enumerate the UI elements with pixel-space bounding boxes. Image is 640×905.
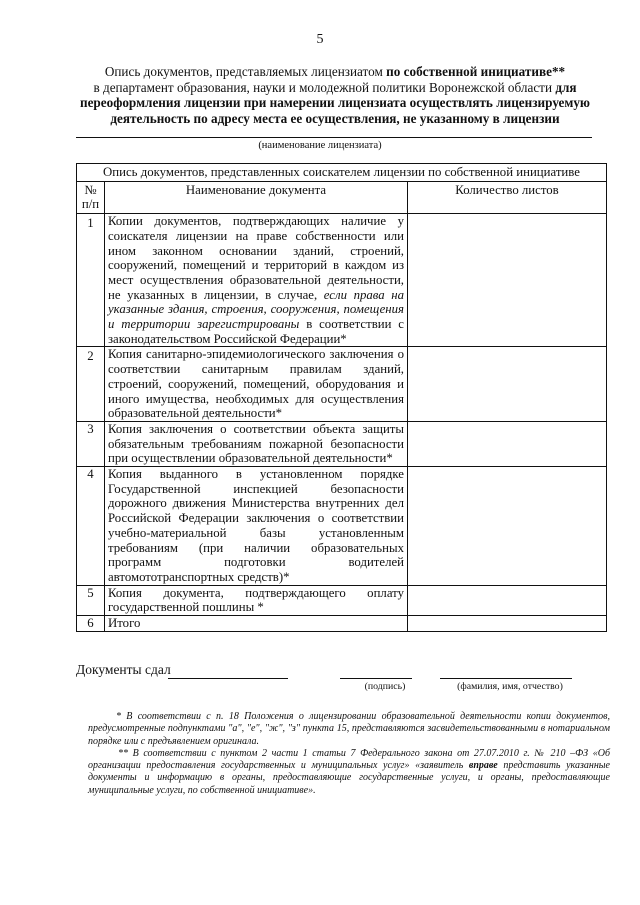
header-line-4	[60, 111, 610, 127]
table-row	[77, 467, 607, 586]
header-line-1-text: Опись документов, представляемых лицензиатом	[104, 64, 387, 79]
row-number: 2	[77, 347, 105, 422]
row-text: Копии документов, подтверждающих наличие у соискателя лицензии на праве собственности или ином законном основании зданий, строений, сооружений, помещений и территорий в каждом из мест осуществления образовательной деятельности, не указанных в лицензии, в случае,	[108, 214, 404, 302]
row-sheet-count[interactable]	[408, 421, 607, 466]
footnote-2	[88, 748, 610, 797]
full-name-line[interactable]	[440, 678, 572, 679]
signature-caption: (подпись)	[364, 681, 406, 692]
row-sheet-count[interactable]	[408, 467, 607, 586]
row-document-name: Копия выданного в установленном порядке Государственной инспекцией безопасности дорожного движения Министерства внутренних дел Российской Федерации заключения о соответствии учебно-материальной базы установленным требованиям (при наличии образовательных программ подготовки водителей автомототранспортных средств)*	[105, 467, 408, 586]
table-title-row	[77, 164, 607, 182]
row-number: 5	[77, 585, 105, 615]
footnote-1: * В соответствии с п. 18 Положения о лицензировании образовательной деятельности копии документов, предусмотренные подпунктами "а", "е", "ж", "з" пункта 15, представляются засвидетельствованными в нотариальном порядке или с предъявлением оригинала.	[88, 711, 610, 747]
header-number: № п/п	[77, 181, 105, 213]
row-document-name: Итого	[105, 616, 408, 632]
row-document-name: Копия заключения о соответствии объекта защиты обязательным требованиям пожарной безопасности при осуществлении образовательной деятельности*	[105, 421, 408, 466]
header-line-2	[60, 80, 610, 96]
row-text-italic: если права на указанные здания, строения, сооружения, помещения и территории зарегистрированы	[108, 287, 404, 332]
document-header	[60, 64, 610, 126]
row-number: 3	[77, 421, 105, 466]
footnote-2-text: представить указанные документы и информацию в органы, предоставляющие государственные услуги, и органы, предоставляющие муниципальные услуги, по собственной инициативе».	[88, 760, 610, 796]
header-sheet-count: Количество листов	[408, 181, 607, 213]
header-line-2-text: в департамент образования, науки и молодежной политики Воронежской области	[93, 79, 556, 95]
licensee-name-caption: (наименование лицензиата)	[258, 140, 382, 151]
row-sheet-count[interactable]	[408, 616, 607, 632]
signature-line[interactable]	[340, 678, 412, 679]
row-sheet-count[interactable]	[408, 347, 607, 422]
row-sheet-count[interactable]	[408, 214, 607, 347]
submitted-by-label: Документы сдал	[76, 662, 171, 677]
header-line-1-bold: по собственной инициативе**	[386, 64, 566, 79]
table-row	[77, 347, 607, 422]
full-name-caption: (фамилия, имя, отчество)	[457, 681, 563, 692]
row-number: 1	[77, 214, 105, 347]
row-document-name: Копия документа, подтверждающего оплату государственной пошлины *	[105, 585, 408, 615]
header-line-2-bold: для	[555, 79, 577, 95]
documents-inventory-table	[76, 163, 607, 632]
footnote-2-bold: вправе	[468, 760, 498, 772]
table-row	[77, 421, 607, 466]
header-line-4-bold: деятельность по адресу места ее осуществления, не указанному в лицензии	[110, 110, 560, 126]
row-text: в соответствии с законодательством Российской Федерации*	[108, 317, 404, 346]
row-number: 4	[77, 467, 105, 586]
table-header-row	[77, 181, 607, 213]
row-sheet-count[interactable]	[408, 585, 607, 615]
footnotes	[88, 711, 610, 797]
row-number: 6	[77, 616, 105, 632]
header-line-3	[60, 95, 610, 111]
footnote-2-text: ** В соответствии с пунктом 2 части 1 статьи 7 Федерального закона от 27.07.2010 г. № 210 –ФЗ «Об организации предоставления государственных и муниципальных услуг» «заявитель	[88, 747, 610, 772]
header-document-name: Наименование документа	[105, 181, 408, 213]
table-row	[77, 214, 607, 347]
table-row	[77, 616, 607, 632]
licensee-name-line	[76, 137, 592, 138]
header-line-3-bold: переоформления лицензии при намерении лицензиата осуществлять лицензируемую	[79, 95, 591, 111]
row-document-name	[105, 214, 408, 347]
row-document-name: Копия санитарно-эпидемиологического заключения о соответствии санитарным правилам зданий, строений, сооружений, помещений, оборудования и иного имущества, необходимых для осуществления образовательной деятельности*	[105, 347, 408, 422]
table-title: Опись документов, представленных соискателем лицензии по собственной инициативе	[77, 164, 607, 182]
submitter-line[interactable]	[168, 678, 288, 679]
header-line-1	[60, 64, 610, 80]
table-row	[77, 585, 607, 615]
page-number: 5	[316, 32, 324, 47]
